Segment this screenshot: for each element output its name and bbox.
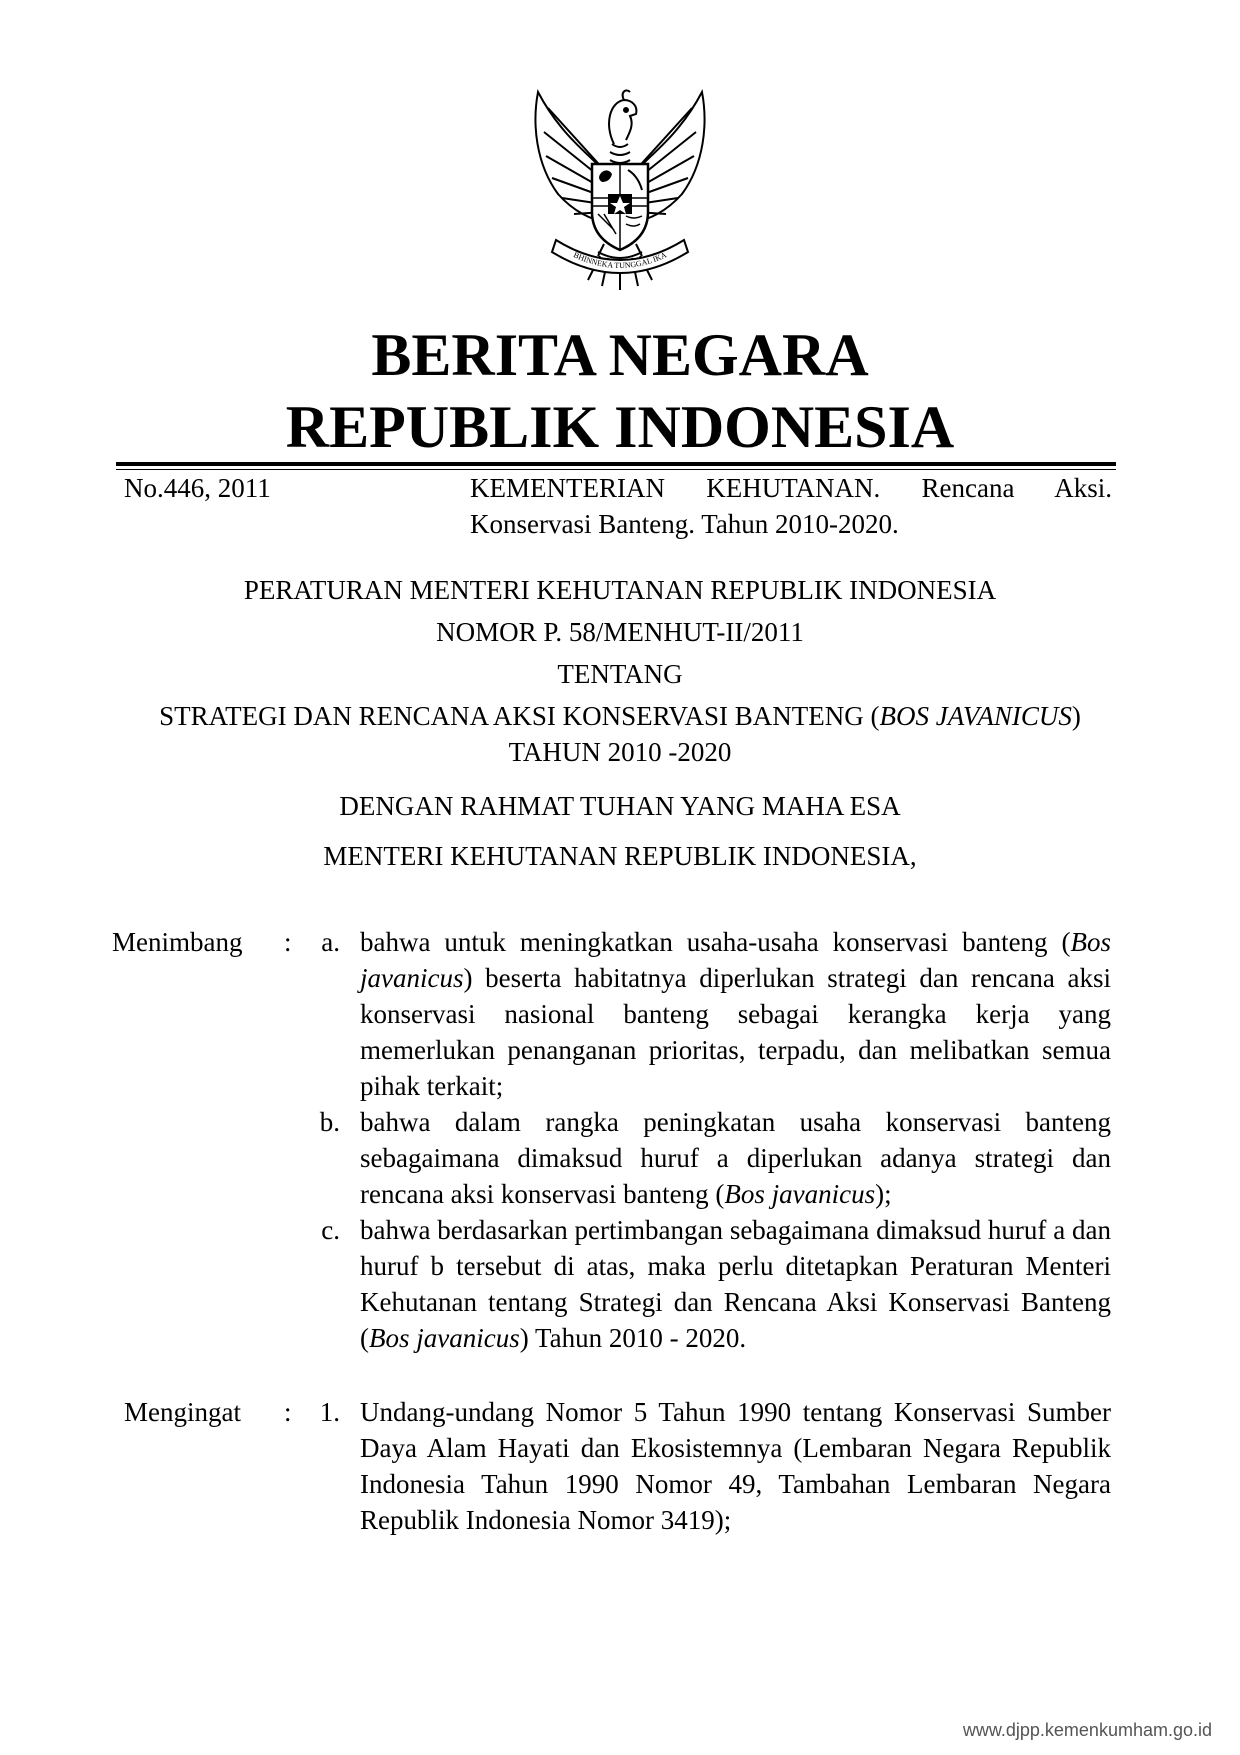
species-name: Bos javanicus <box>369 1323 520 1353</box>
issue-subject-line1: KEMENTERIAN KEHUTANAN. Rencana Aksi. <box>470 473 1112 503</box>
preamble-minister: MENTERI KEHUTANAN REPUBLIK INDONESIA, <box>323 841 917 871</box>
regulation-title-species: BOS JAVANICUS <box>879 701 1072 731</box>
masthead-subtitle: REPUBLIK INDONESIA <box>285 394 955 460</box>
menimbang-label: Menimbang <box>112 927 243 957</box>
garuda-pancasila-emblem-icon <box>518 84 722 296</box>
menimbang-item-text: ); <box>875 1179 892 1209</box>
mengingat-colon: : <box>284 1397 292 1427</box>
regulation-tentang: TENTANG <box>557 659 683 689</box>
emblem-motto: BHINNEKA TUNGGAL IKA <box>572 250 668 271</box>
regulation-number: NOMOR P. 58/MENHUT-II/2011 <box>436 617 804 647</box>
issue-subject <box>470 470 1112 542</box>
menimbang-item-b <box>360 1104 1111 1212</box>
mengingat-item-mark: 1. <box>319 1397 340 1427</box>
menimbang-item-c <box>360 1212 1111 1356</box>
menimbang-item-mark: b. <box>319 1107 340 1137</box>
menimbang-colon: : <box>284 927 292 957</box>
menimbang-item-text: bahwa dalam rangka peningkatan usaha konservasi banteng sebagaimana dimaksud huruf a diperlukan adanya strategi dan rencana aksi konservasi banteng ( <box>360 1107 1111 1209</box>
preamble-god: DENGAN RAHMAT TUHAN YANG MAHA ESA <box>339 791 901 821</box>
issue-subject-line2: Konservasi Banteng. Tahun 2010-2020. <box>470 509 899 539</box>
menimbang-item-text: ) Tahun 2010 - 2020. <box>519 1323 747 1353</box>
masthead-title: BERITA NEGARA <box>371 322 869 388</box>
menimbang-item-mark: a. <box>321 927 340 957</box>
menimbang-item-mark: c. <box>321 1215 340 1245</box>
menimbang-item-text: ) beserta habitatnya diperlukan strategi dan rencana aksi konservasi nasional banteng sebagai kerangka kerja yang memerlukan penanganan prioritas, terpadu, dan melibatkan semua pihak terkait; <box>360 963 1111 1101</box>
species-name: Bos javanicus <box>360 927 1111 993</box>
regulation-title-pre: STRATEGI DAN RENCANA AKSI KONSERVASI BANTENG ( <box>159 701 880 731</box>
species-name: Bos javanicus <box>724 1179 876 1209</box>
regulation-title-post: ) TAHUN 2010 -2020 <box>508 701 1081 767</box>
mengingat-label: Mengingat <box>124 1397 241 1427</box>
menimbang-item-text: bahwa berdasarkan pertimbangan sebagaimana dimaksud huruf a dan huruf b tersebut di atas, maka perlu ditetapkan Peraturan Menteri Kehutanan tentang Strategi dan Rencana Aksi Konservasi Banteng ( <box>360 1215 1111 1353</box>
menimbang-item-text: bahwa untuk meningkatkan usaha-usaha konservasi banteng ( <box>360 927 1071 957</box>
issue-number: No.446, 2011 <box>124 473 271 503</box>
regulation-title <box>140 698 1100 770</box>
regulation-heading: PERATURAN MENTERI KEHUTANAN REPUBLIK INDONESIA <box>243 575 997 605</box>
source-url-link[interactable]: www.djpp.kemenkumham.go.id <box>962 1720 1212 1740</box>
header-rule-thick <box>116 462 1116 466</box>
menimbang-item-a <box>360 924 1111 1104</box>
mengingat-item-1: Undang-undang Nomor 5 Tahun 1990 tentang Konservasi Sumber Daya Alam Hayati dan Ekosistemnya (Lembaran Negara Republik Indonesia Tahun 1990 Nomor 49, Tambahan Lembaran Negara Republik Indonesia Nomor 3419); <box>360 1397 1111 1535</box>
